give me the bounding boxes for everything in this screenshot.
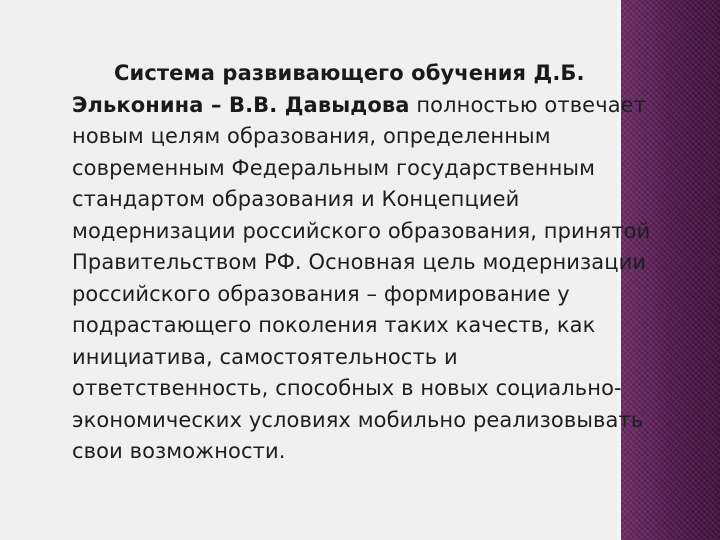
paragraph-bold-lead: Система развивающего обучения Д.Б. Эльконина – В.В. Давыдова (72, 61, 585, 117)
slide-paragraph (72, 58, 657, 468)
paragraph-body: полностью отвечает новым целям образования, определенным современным Федеральным государственным стандартом образования и Концепцией модернизации российского образования, принятой Правительством РФ. Основная цель модернизации российского образования – формирование у подрастающего поколения таких качеств, как инициатива, самостоятельность и ответственность, способных в новых социально-экономических условиях мобильно реализовывать свои возможности. (72, 92, 651, 463)
